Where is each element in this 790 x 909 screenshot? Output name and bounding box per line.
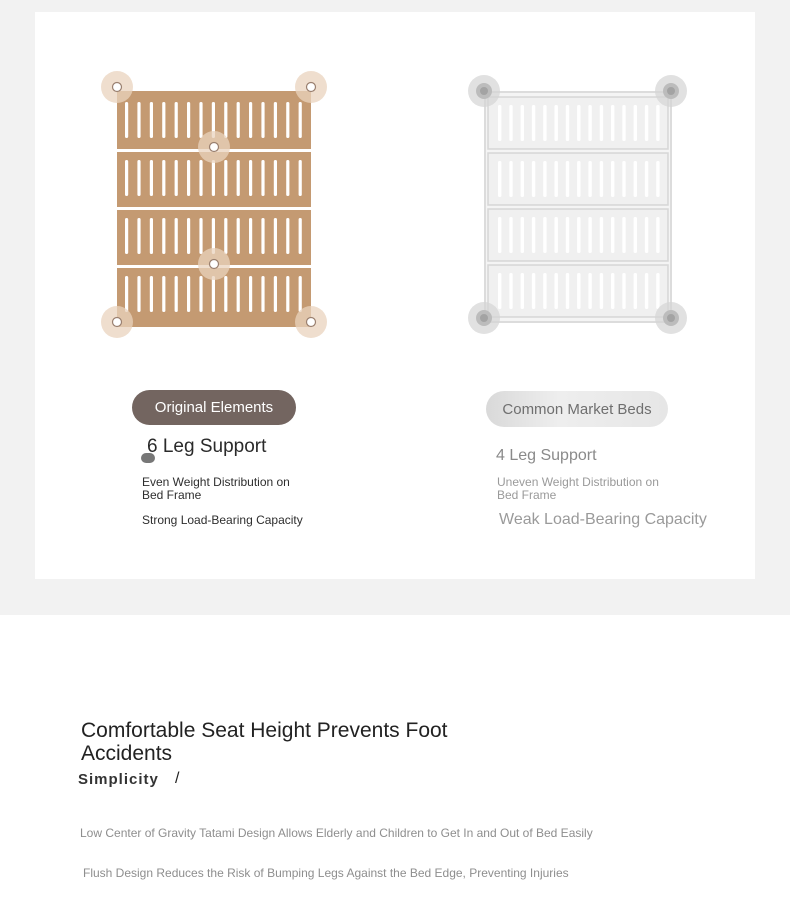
original-elements-badge: Original Elements xyxy=(132,390,296,425)
separator: / xyxy=(175,770,180,787)
six-leg-support-label: 6 Leg Support xyxy=(147,436,267,457)
bed-panel xyxy=(488,265,668,317)
four-leg-support-label: 4 Leg Support xyxy=(496,447,597,464)
market-bed-frame-illustration xyxy=(462,70,702,340)
bed-panel xyxy=(488,97,668,149)
even-distribution-text: Even Weight Distribution on Bed Frame xyxy=(142,475,290,502)
support-leg xyxy=(101,71,133,103)
brand-logo: Simplicity xyxy=(78,771,159,788)
support-leg xyxy=(101,306,133,338)
common-market-beds-badge: Common Market Beds xyxy=(486,391,668,427)
support-leg xyxy=(468,75,500,107)
feature-bullet-1: Low Center of Gravity Tatami Design Allows Elderly and Children to Get In and Out of Bed Easily xyxy=(80,826,593,840)
support-leg xyxy=(655,75,687,107)
strong-capacity-text: Strong Load-Bearing Capacity xyxy=(142,513,303,527)
support-leg xyxy=(295,71,327,103)
feature-bullet-2: Flush Design Reduces the Risk of Bumping Legs Against the Bed Edge, Preventing Injuries xyxy=(83,866,569,880)
support-leg xyxy=(198,131,230,163)
support-leg xyxy=(295,306,327,338)
support-leg xyxy=(655,302,687,334)
feature-title: Comfortable Seat Height Prevents Foot Accidents xyxy=(81,719,448,765)
support-leg xyxy=(198,248,230,280)
support-leg xyxy=(468,302,500,334)
original-bed-frame-illustration xyxy=(95,65,335,345)
weak-capacity-text: Weak Load-Bearing Capacity xyxy=(499,511,707,528)
uneven-distribution-text: Uneven Weight Distribution on Bed Frame xyxy=(497,475,659,502)
bed-panel xyxy=(488,209,668,261)
bed-panel xyxy=(488,153,668,205)
